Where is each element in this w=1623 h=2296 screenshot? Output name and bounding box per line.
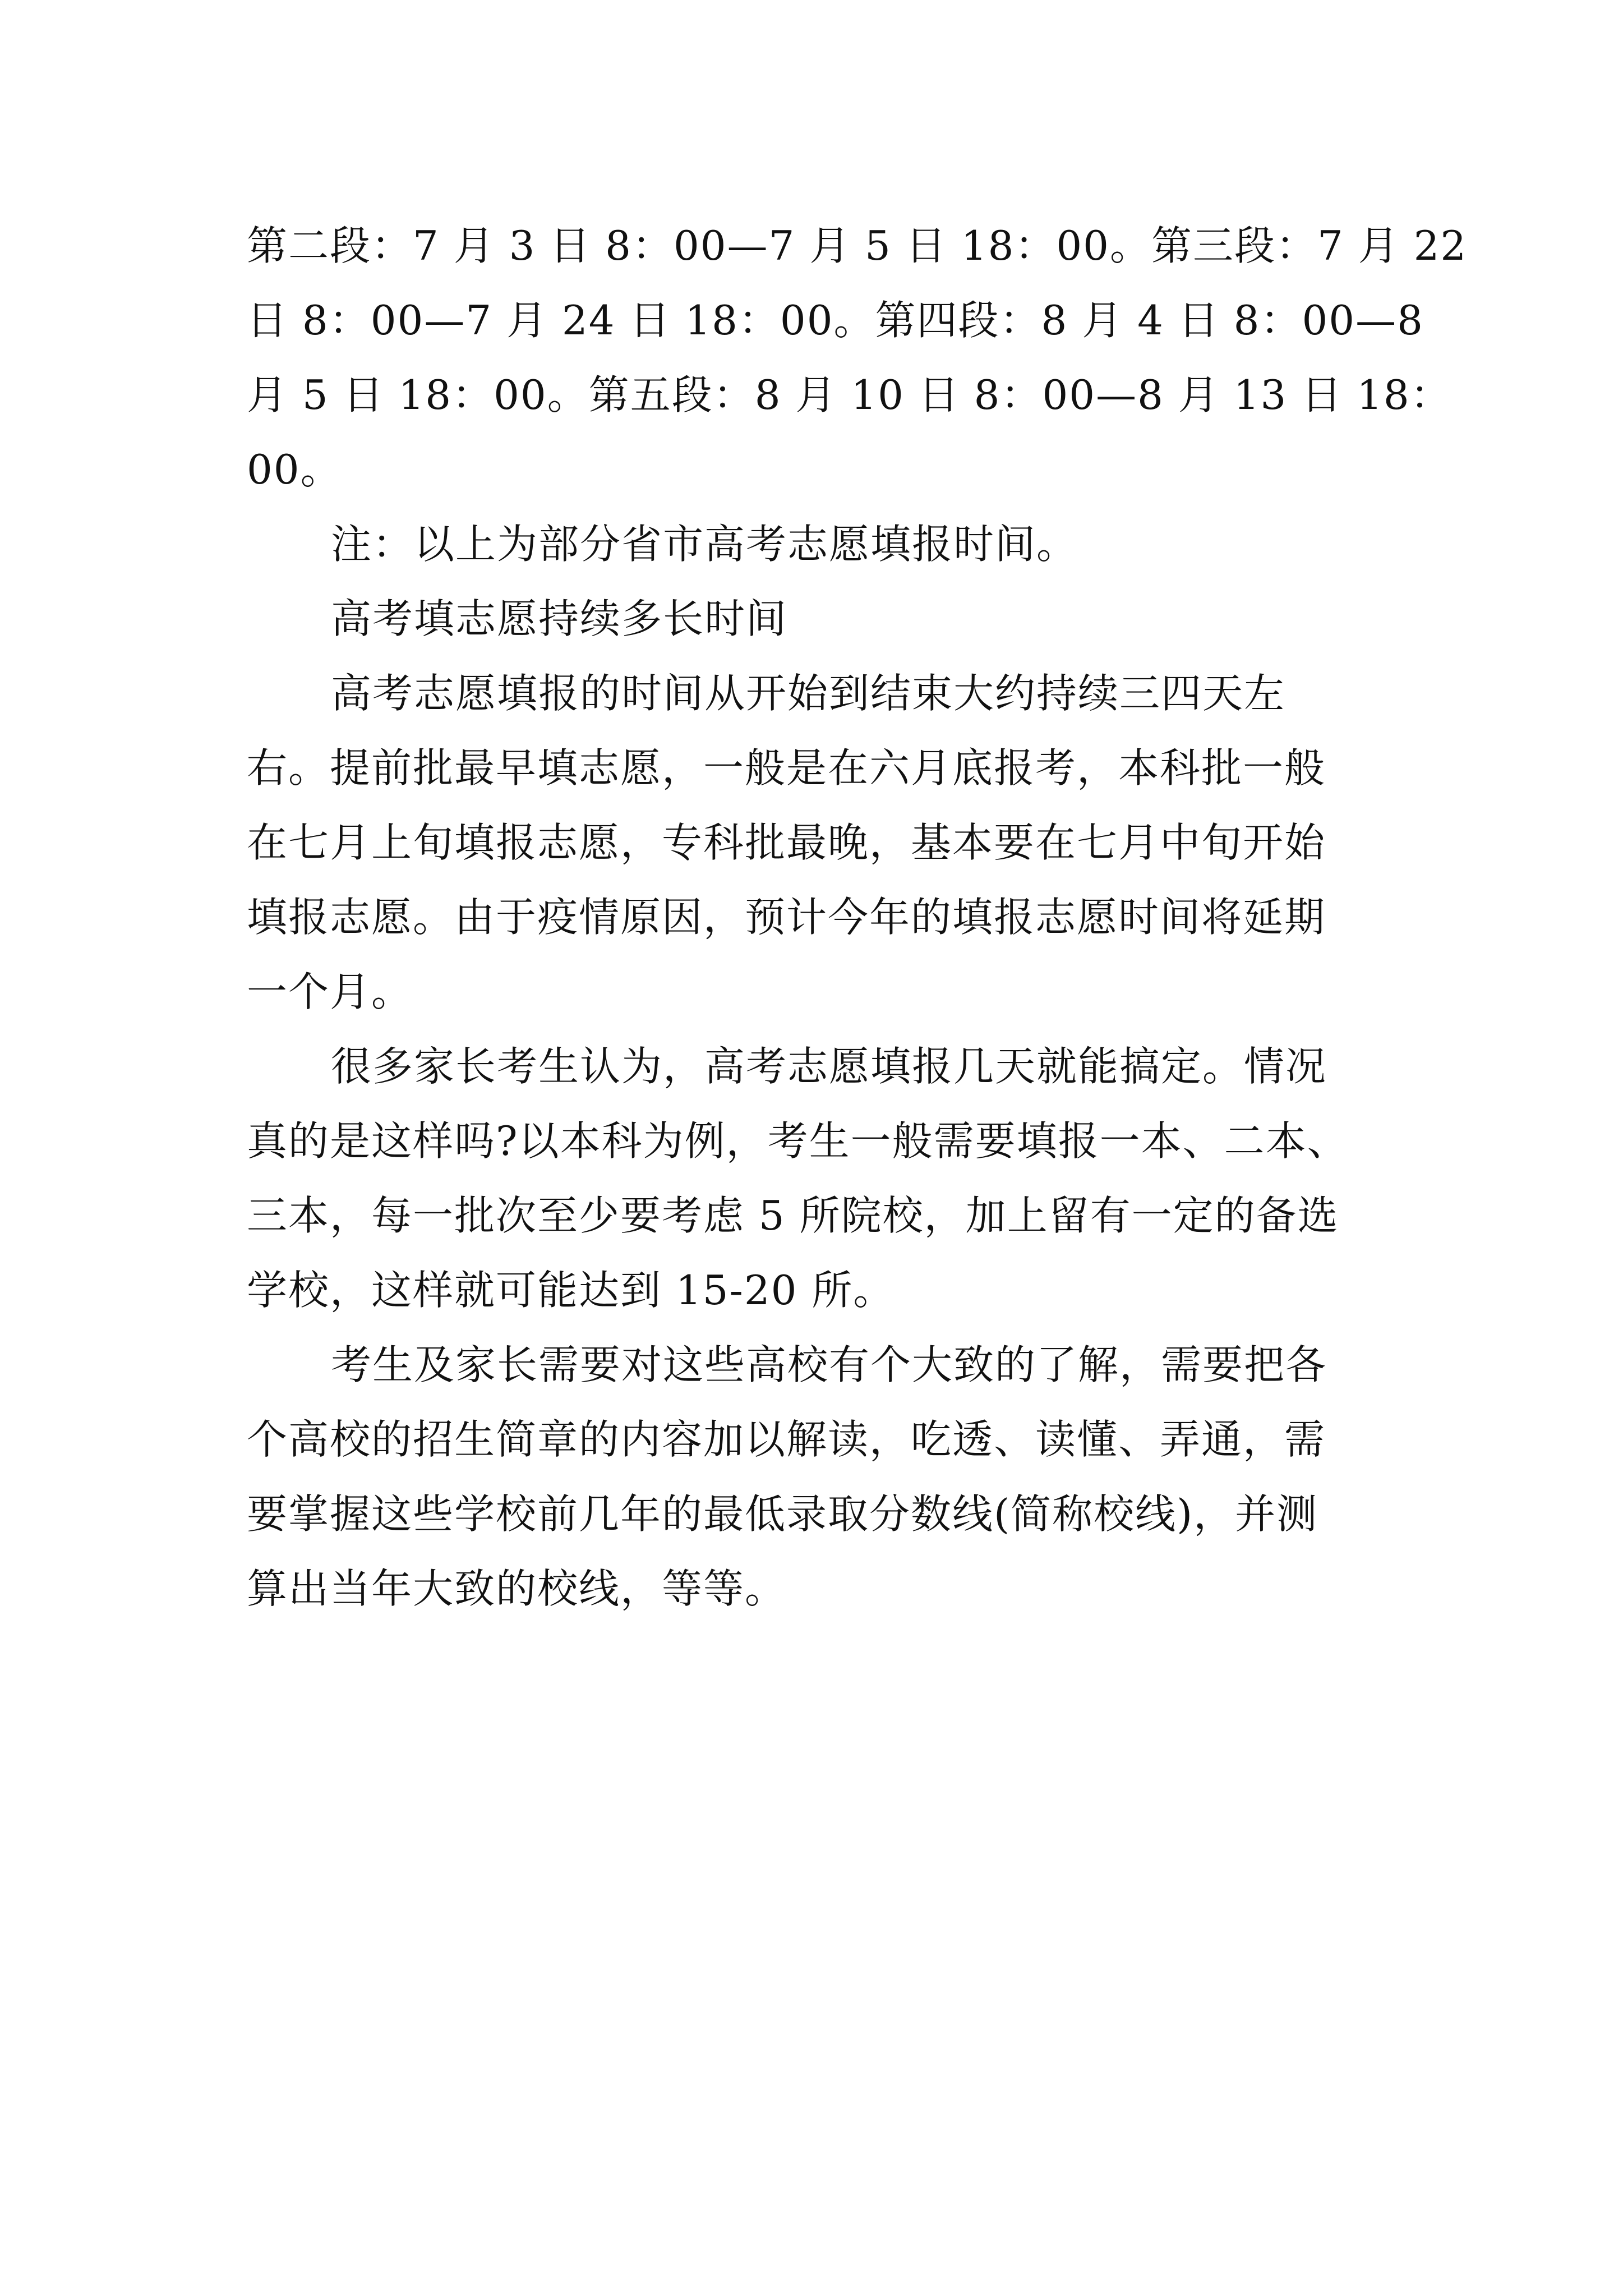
- schedule-line: 第二段：7 月 3 日 8：00—7 月 5 日 18：00。第三段：7 月 22: [247, 222, 1468, 269]
- paragraph-line: 学校，这样就可能达到 15-20 所。: [247, 1267, 895, 1314]
- schedule-paragraph: [247, 209, 1468, 507]
- paragraph-line: 在七月上旬填报志愿，专科批最晚，基本要在七月中旬开始: [247, 819, 1326, 866]
- paragraph-line: 算出当年大致的校线，等等。: [247, 1565, 787, 1612]
- schedule-line: 日 8：00—7 月 24 日 18：00。第四段：8 月 4 日 8：00—8: [247, 297, 1424, 344]
- duration-paragraph: [247, 656, 1380, 1029]
- note-paragraph: 注：以上为部分省市高考志愿填报时间。: [331, 521, 1078, 568]
- paragraph-line: 真的是这样吗?以本科为例，考生一般需要填报一本、二本、: [247, 1117, 1349, 1165]
- section-heading: 高考填志愿持续多长时间: [331, 595, 788, 642]
- schedule-line: 00。: [247, 446, 342, 493]
- paragraph-line: 右。提前批最早填志愿，一般是在六月底报考，本科批一般: [247, 744, 1326, 792]
- example-paragraph: [247, 1029, 1380, 1328]
- document-body: [247, 209, 1468, 1626]
- schedule-line: 月 5 日 18：00。第五段：8 月 10 日 8：00—8 月 13 日 18：: [247, 371, 1452, 418]
- paragraph-line: 个高校的招生简章的内容加以解读，吃透、读懂、弄通，需: [247, 1416, 1326, 1463]
- paragraph-line: 很多家长考生认为，高考志愿填报几天就能搞定。情况: [331, 1043, 1327, 1090]
- paragraph-line: 填报志愿。由于疫情原因，预计今年的填报志愿时间将延期: [247, 894, 1326, 941]
- advice-paragraph: [247, 1328, 1380, 1626]
- paragraph-line: 考生及家长需要对这些高校有个大致的了解，需要把各: [331, 1341, 1327, 1388]
- paragraph-line: 要掌握这些学校前几年的最低录取分数线(简称校线)，并测: [247, 1490, 1318, 1538]
- paragraph-line: 三本，每一批次至少要考虑 5 所院校，加上留有一定的备选: [247, 1192, 1339, 1239]
- paragraph-line: 一个月。: [247, 968, 413, 1015]
- paragraph-line: 高考志愿填报的时间从开始到结束大约持续三四天左: [331, 670, 1286, 717]
